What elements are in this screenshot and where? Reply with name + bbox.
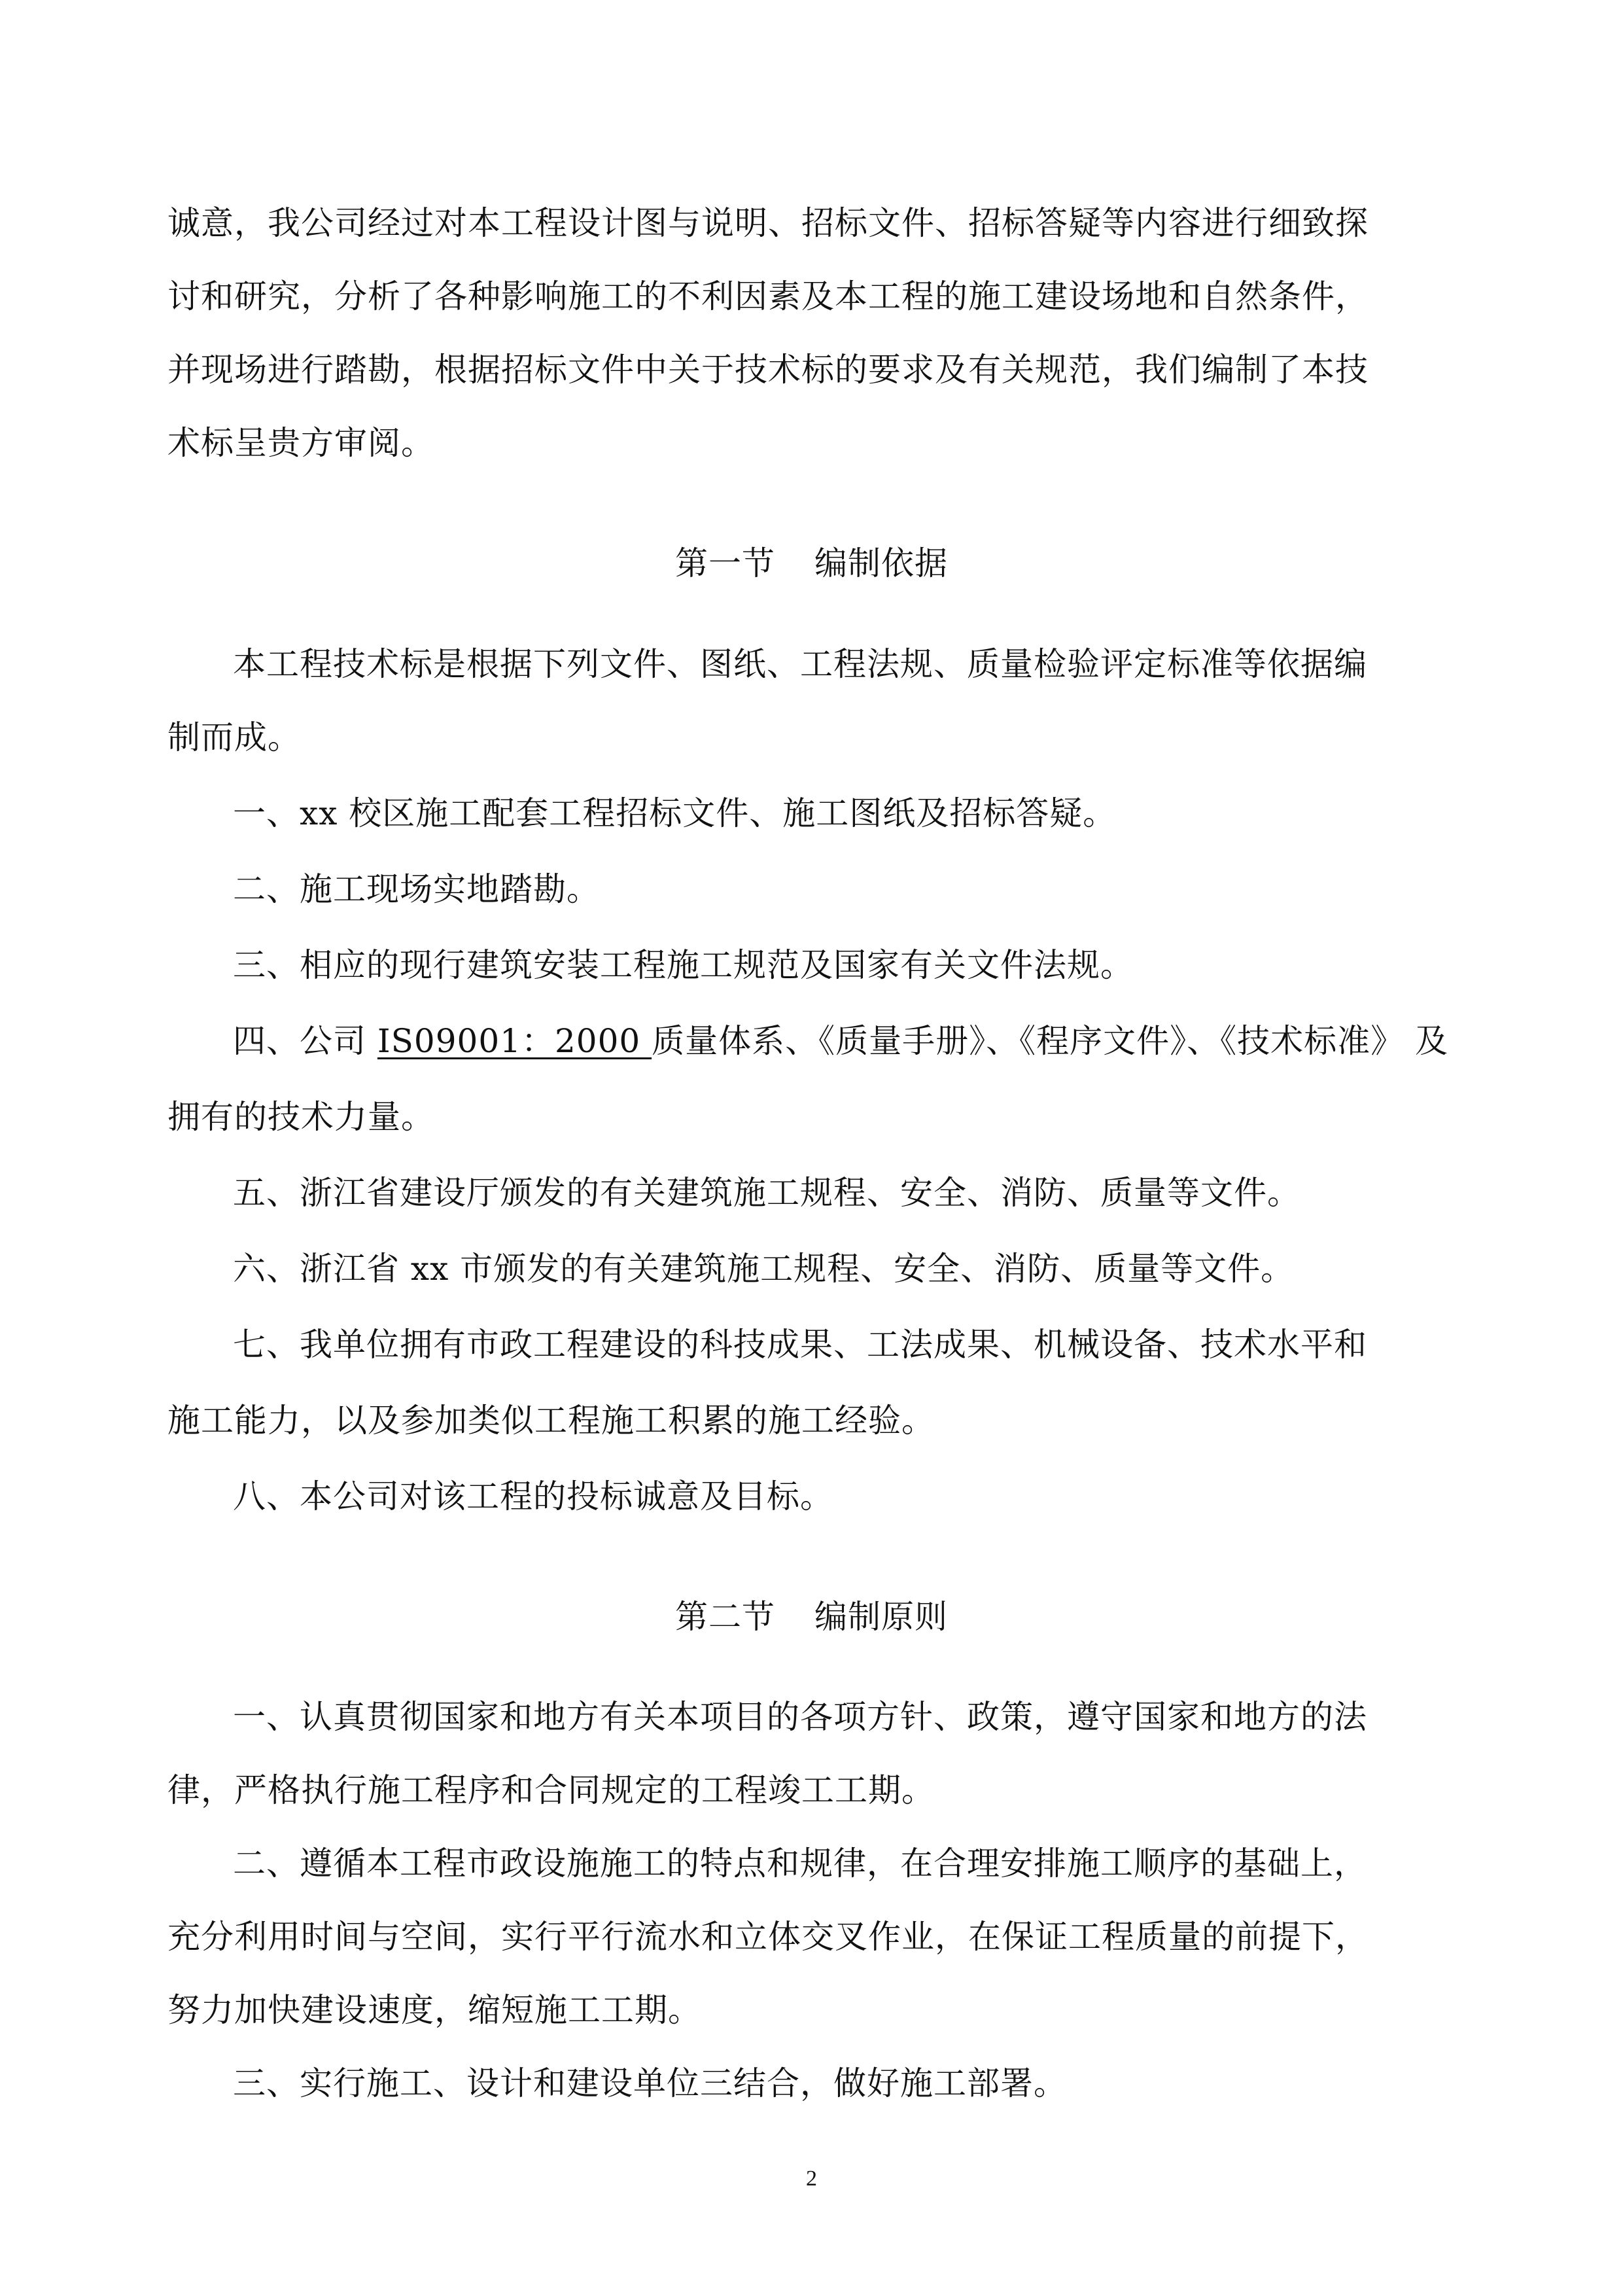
- list-item: 一、认真贯彻国家和地方有关本项目的各项方针、政策，遵守国家和地方的法: [233, 1698, 1367, 1736]
- page-number: 2: [806, 2166, 817, 2191]
- paragraph-line: 本工程技术标是根据下列文件、图纸、工程法规、质量检验评定标准等依据编: [233, 645, 1367, 683]
- list-item: 七、我单位拥有市政工程建设的科技成果、工法成果、机械设备、技术水平和: [233, 1326, 1367, 1364]
- intro-line: 诚意，我公司经过对本工程设计图与说明、招标文件、招标答疑等内容进行细致探: [167, 204, 1369, 242]
- list-item: 五、浙江省建设厅颁发的有关建筑施工规程、安全、消防、质量等文件。: [233, 1174, 1300, 1212]
- list-item: 六、浙江省 xx 市颁发的有关建筑施工规程、安全、消防、质量等文件。: [233, 1250, 1295, 1288]
- list-item: 一、xx 校区施工配套工程招标文件、施工图纸及招标答疑。: [233, 794, 1117, 832]
- list-item-continuation: 充分利用时间与空间，实行平行流水和立体交叉作业，在保证工程质量的前提下，: [167, 1918, 1369, 1956]
- section-number: 第二节: [675, 1598, 775, 1636]
- list-item-continuation: 拥有的技术力量。: [167, 1098, 434, 1136]
- list-item: 三、实行施工、设计和建设单位三结合，做好施工部署。: [233, 2064, 1067, 2102]
- list-item-continuation: 律，严格执行施工程序和合同规定的工程竣工工期。: [167, 1771, 935, 1809]
- intro-line: 讨和研究，分析了各种影响施工的不利因素及本工程的施工建设场地和自然条件，: [167, 277, 1369, 315]
- iso-standard: IS09001：2000: [377, 1022, 652, 1060]
- intro-line: 术标呈贵方审阅。: [167, 424, 434, 462]
- list-item: 三、相应的现行建筑安装工程施工规范及国家有关文件法规。: [233, 946, 1134, 984]
- section-heading: [0, 544, 1623, 583]
- list-item: [233, 1021, 1449, 1061]
- list-item: 二、遵循本工程市政设施施工的特点和规律，在合理安排施工顺序的基础上，: [233, 1845, 1367, 1882]
- section-title: 编制原则: [814, 1598, 948, 1636]
- list-item-continuation: 施工能力，以及参加类似工程施工积累的施工经验。: [167, 1402, 935, 1439]
- paragraph-line: 制而成。: [167, 718, 301, 756]
- section-number: 第一节: [675, 544, 775, 582]
- section-heading: [0, 1597, 1623, 1636]
- section-title: 编制依据: [814, 544, 948, 582]
- intro-line: 并现场进行踏勘，根据招标文件中关于技术标的要求及有关规范，我们编制了本技: [167, 351, 1369, 389]
- list-item-prefix: 四、公司: [233, 1022, 377, 1060]
- list-item-continuation: 努力加快建设速度，缩短施工工期。: [167, 1991, 701, 2029]
- list-item: 二、施工现场实地踏勘。: [233, 870, 600, 908]
- list-item: 八、本公司对该工程的投标诚意及目标。: [233, 1477, 833, 1515]
- list-item-suffix: 质量体系、《质量手册》、《程序文件》、《技术标准》 及: [652, 1022, 1449, 1060]
